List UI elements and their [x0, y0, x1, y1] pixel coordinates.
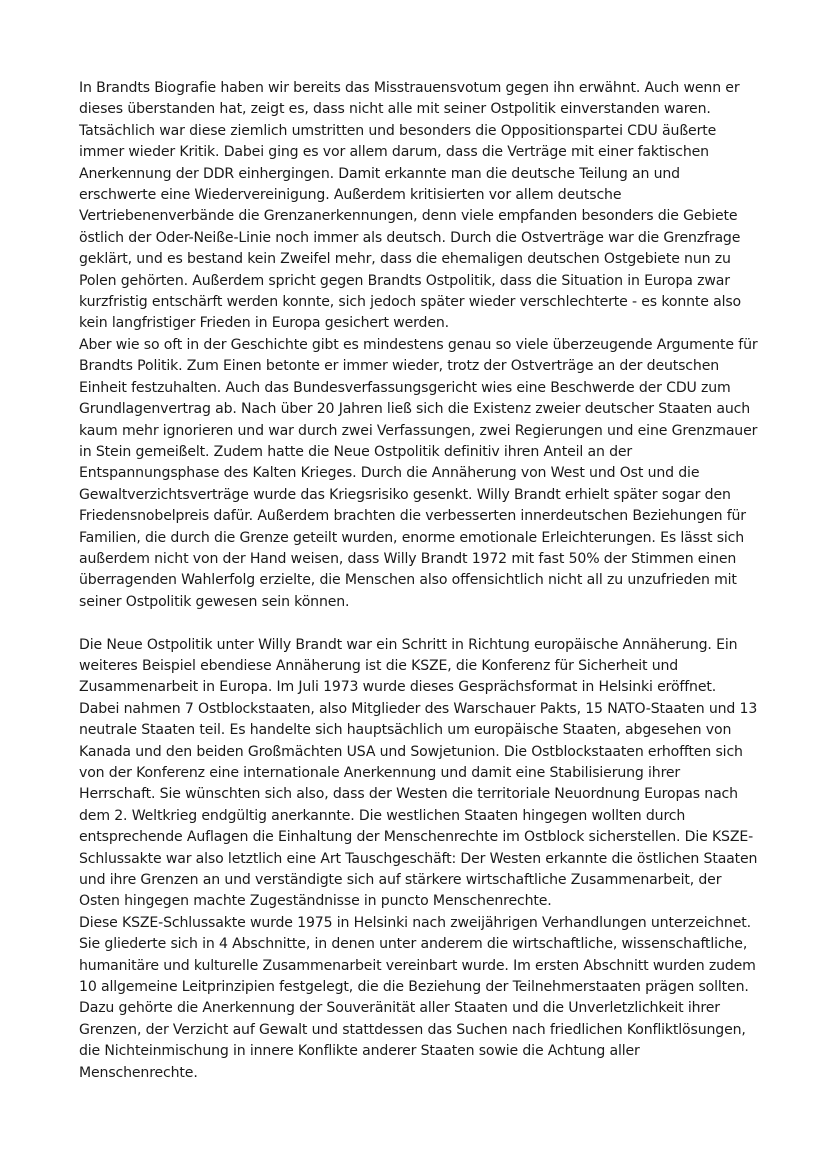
paragraph-ksze-schlussakte: Diese KSZE-Schlussakte wurde 1975 in Helsinki nach zweijährigen Verhandlungen unterzeichnet. Sie gliederte sich in 4 Abschnitte, in denen unter anderem die wirtschaftliche, wissenschaftliche, humanitäre und kulturelle Zusammenarbeit vereinbart wurde. Im ersten Abschnitt wurden zudem 10 allgemeine Leitprinzipien festgelegt, die die Beziehung der Teilnehmerstaaten prägen sollten. Dazu gehörte die Anerkennung der Souveränität aller Staaten und die Unverletzlichkeit ihrer Grenzen, der Verzicht auf Gewalt und stattdessen das Suchen nach friedlichen Konfliktlösungen, die Nichteinmischung in innere Konflikte anderer Staaten sowie die Achtung aller Menschenrechte.: [79, 914, 756, 1081]
document-body: [79, 78, 759, 1084]
paragraph-spacer: [79, 613, 759, 634]
paragraph-arguments-for: Aber wie so oft in der Geschichte gibt es mindestens genau so viele überzeugende Argumente für Brandts Politik. Zum Einen betonte er immer wieder, trotz der Ostverträge an der deutschen Einheit festzuhalten. Auch das Bundesverfassungsgericht wies eine Beschwerde der CDU zum Grundlagenvertrag ab. Nach über 20 Jahren ließ sich die Existenz zweier deutscher Staaten auch kaum mehr ignorieren und war durch zwei Verfassungen, zwei Regierungen und eine Grenzmauer in Stein gemeißelt. Zudem hatte die Neue Ostpolitik definitiv ihren Anteil an der Entspannungsphase des Kalten Krieges. Durch die Annäherung von West und Ost und die Gewaltverzichtsverträge wurde das Kriegsrisiko gesenkt. Willy Brandt erhielt später sogar den Friedensnobelpreis dafür. Außerdem brachten die verbesserten innerdeutschen Beziehungen für Familien, die durch die Grenze geteilt wurden, enorme emotionale Erleichterungen. Es lässt sich außerdem nicht von der Hand weisen, dass Willy Brandt 1972 mit fast 50% der Stimmen einen überragenden Wahlerfolg erzielte, die Menschen also offensichtlich nicht all zu unzufrieden mit seiner Ostpolitik gewesen sein können.: [79, 336, 758, 610]
paragraph-criticism: In Brandts Biografie haben wir bereits das Misstrauensvotum gegen ihn erwähnt. Auch wenn er dieses überstanden hat, zeigt es, dass nicht alle mit seiner Ostpolitik einverstanden waren. Tatsächlich war diese ziemlich umstritten und besonders die Oppositionspartei CDU äußerte immer wieder Kritik. Dabei ging es vor allem darum, dass die Verträge mit einer faktischen Anerkennung der DDR einhergingen. Damit erkannte man die deutsche Teilung an und erschwerte eine Wiedervereinigung. Außerdem kritisierten vor allem deutsche Vertriebenenverbände die Grenzanerkennungen, denn viele empfanden besonders die Gebiete östlich der Oder-Neiße-Linie noch immer als deutsch. Durch die Ostverträge war die Grenzfrage geklärt, und es bestand kein Zweifel mehr, dass die ehemaligen deutschen Ostgebiete nun zu Polen gehörten. Außerdem spricht gegen Brandts Ostpolitik, dass die Situation in Europa zwar kurzfristig entschärft werden konnte, sich jedoch später wieder verschlechterte - es konnte also kein langfristiger Frieden in Europa gesichert werden.: [79, 80, 742, 332]
paragraph-ksze-intro: Die Neue Ostpolitik unter Willy Brandt war ein Schritt in Richtung europäische Annäherung. Ein weiteres Beispiel ebendiese Annäherung ist die KSZE, die Konferenz für Sicherheit und Zusammenarbeit in Europa. Im Juli 1973 wurde dieses Gesprächsformat in Helsinki eröffnet. Dabei nahmen 7 Ostblockstaaten, also Mitglieder des Warschauer Pakts, 15 NATO-Staaten und 13 neutrale Staaten teil. Es handelte sich hauptsächlich um europäische Staaten, abgesehen von Kanada und den beiden Großmächten USA und Sowjetunion. Die Ostblockstaaten erhofften sich von der Konferenz eine internationale Anerkennung und damit eine Stabilisierung ihrer Herrschaft. Sie wünschten sich also, dass der Westen die territoriale Neuordnung Europas nach dem 2. Weltkrieg endgültig anerkannte. Die westlichen Staaten hingegen wollten durch entsprechende Auflagen die Einhaltung der Menschenrechte im Ostblock sicherstellen. Die KSZE-Schlussakte war also letztlich eine Art Tauschgeschäft: Der Westen erkannte die östlichen Staaten und ihre Grenzen an und verständigte sich auf stärkere wirtschaftliche Zusammenarbeit, der Osten hingegen machte Zugeständnisse in puncto Menschenrechte.: [79, 636, 758, 910]
